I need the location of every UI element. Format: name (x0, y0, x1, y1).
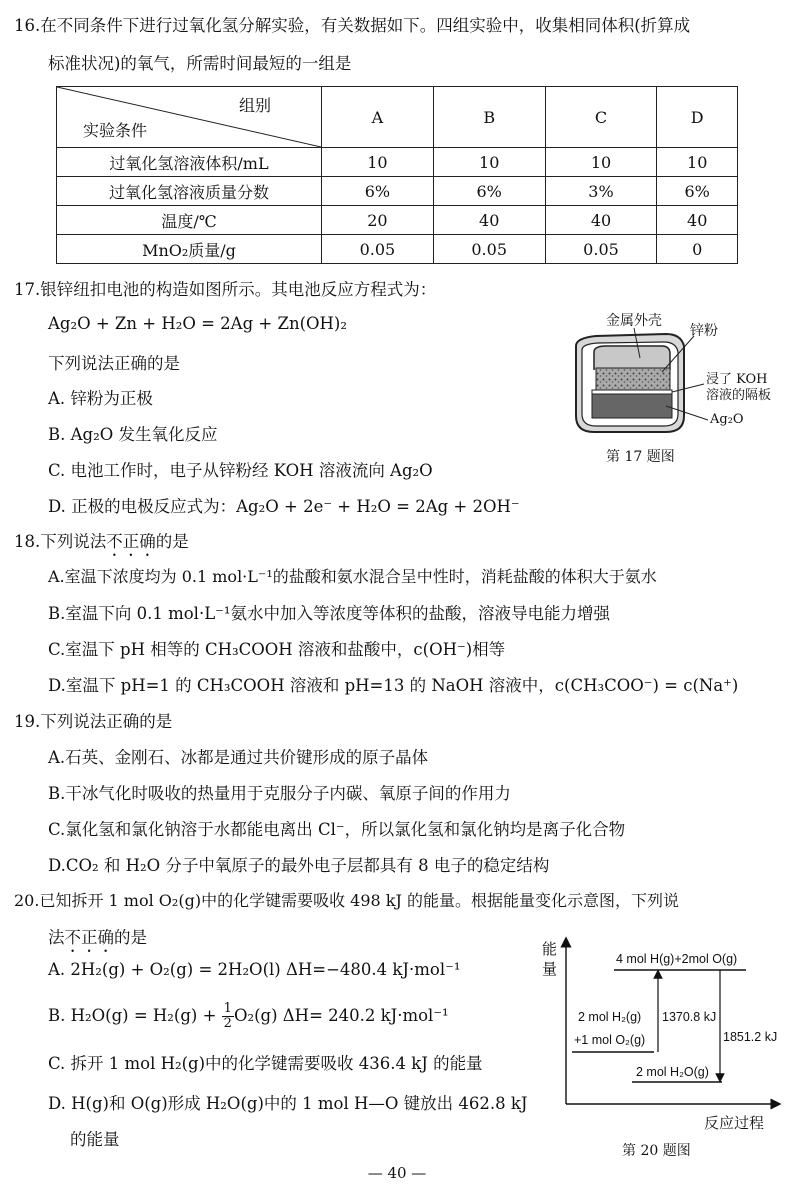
q16-stem-line2: 标准状况)的氧气，所需时间最短的一组是 (48, 54, 352, 73)
row-label: 温度/℃ (57, 206, 322, 235)
q16-stem-line1: 16.在不同条件下进行过氧化氢分解实验，有关数据如下。四组实验中，收集相同体积(折算成 (14, 16, 691, 35)
q20-stem-line1: 20.已知拆开 1 mol O₂(g)中的化学键需要吸收 498 kJ 的能量。根据能量变化示意图，下列说 (14, 891, 679, 910)
one-half-fraction (222, 1002, 234, 1031)
table-cell: 40 (657, 206, 738, 235)
q17-option-c: C. 电池工作时，电子从锌粉经 KOH 溶液流向 Ag₂O (48, 461, 433, 480)
y-axis-label-1: 能 (542, 940, 558, 958)
table-cell: 40 (545, 206, 657, 235)
label-metal-shell: 金属外壳 (606, 313, 662, 329)
q20-option-c: C. 拆开 1 mol H₂(g)中的化学键需要吸收 436.4 kJ 的能量 (48, 1054, 483, 1073)
q17-option-b: B. Ag₂O 发生氧化反应 (48, 425, 218, 444)
level-mid-label-2: +1 mol O₂(g) (574, 1033, 646, 1047)
table-cell: 0 (657, 235, 738, 264)
group-header: A (322, 87, 434, 148)
table-cell: 3% (545, 177, 657, 206)
q19-option-d: D.CO₂ 和 H₂O 分子中氧原子的最外电子层都具有 8 电子的稳定结构 (48, 856, 550, 875)
q20-figure-caption: 第 20 题图 (622, 1143, 691, 1159)
level-mid-label-1: 2 mol H₂(g) (578, 1010, 642, 1024)
row-label: 过氧化氢溶液体积/mL (57, 148, 322, 177)
table-row (57, 235, 738, 264)
table-cell: 10 (545, 148, 657, 177)
q20-option-b (48, 1002, 449, 1031)
q18-option-a: A.室温下浓度均为 0.1 mol·L⁻¹的盐酸和氨水混合呈中性时，消耗盐酸的体积大于氨水 (48, 567, 657, 586)
table-cell: 40 (433, 206, 545, 235)
q17-stem: 17.银锌纽扣电池的构造如图所示。其电池反应方程式为： (14, 280, 437, 299)
table-row (57, 148, 738, 177)
q18-option-d: D.室温下 pH=1 的 CH₃COOH 溶液和 pH=13 的 NaOH 溶液中，c(CH₃COO⁻) = c(Na⁺) (48, 676, 739, 695)
q16-data-table (56, 86, 738, 264)
level-top-label: 4 mol H(g)+2mol O(g) (616, 952, 738, 966)
table-row (57, 177, 738, 206)
q17-equation: Ag₂O + Zn + H₂O = 2Ag + Zn(OH)₂ (48, 314, 347, 333)
q19-option-c: C.氯化氢和氯化钠溶于水都能电离出 Cl⁻，所以氯化氢和氯化钠均是离子化合物 (48, 820, 626, 839)
q18-stem-pre: 18.下列说法 (14, 532, 107, 551)
table-cell: 6% (657, 177, 738, 206)
q17-prompt: 下列说法正确的是 (48, 354, 180, 373)
x-axis-label: 反应过程 (704, 1114, 765, 1132)
q18-stem-emphasis: 不正确 (106, 532, 156, 551)
q19-option-a: A.石英、金刚石、冰都是通过共价键形成的原子晶体 (48, 748, 429, 767)
row-label: MnO₂质量/g (57, 235, 322, 264)
arrow-2-label: 1851.2 kJ (723, 1030, 778, 1044)
q18-stem-post: 的是 (155, 532, 189, 551)
table-cell: 10 (322, 148, 434, 177)
q20-option-d-line1: D. H(g)和 O(g)形成 H₂O(g)中的 1 mol H—O 键放出 462.8 kJ (48, 1094, 528, 1113)
q19-stem: 19.下列说法正确的是 (14, 712, 173, 731)
table-cell: 10 (657, 148, 738, 177)
table-cell: 6% (322, 177, 434, 206)
q20-option-b-post: O₂(g) ΔH= 240.2 kJ·mol⁻¹ (233, 1006, 449, 1025)
group-header: B (433, 87, 545, 148)
table-cell: 20 (322, 206, 434, 235)
page-number: — 40 — (367, 1164, 427, 1182)
table-cell: 10 (433, 148, 545, 177)
q20-option-a: A. 2H₂(g) + O₂(g) = 2H₂O(l) ΔH=−480.4 kJ·mol⁻¹ (48, 960, 461, 979)
q20-stem-emphasis: 不正确 (64, 928, 114, 947)
table-cell: 0.05 (433, 235, 545, 264)
table-row (57, 206, 738, 235)
fraction-numerator: 1 (223, 1001, 232, 1016)
fraction-denominator: 2 (223, 1016, 232, 1031)
table-cell: 6% (433, 177, 545, 206)
q20-stem-pre: 法 (48, 928, 65, 947)
q20-option-b-pre: B. H₂O(g) = H₂(g) + (48, 1006, 222, 1025)
y-axis-label-2: 量 (542, 960, 558, 978)
q20-stem-post: 的是 (114, 928, 147, 947)
q17-option-d: D. 正极的电极反应式为：Ag₂O + 2e⁻ + H₂O = 2Ag + 2OH⁻ (48, 497, 520, 516)
label-separator-line2: 溶液的隔板 (706, 388, 772, 403)
q18-stem (14, 528, 189, 560)
group-header: C (545, 87, 657, 148)
label-ag2o: Ag₂O (710, 412, 744, 427)
q19-option-b: B.干冰气化时吸收的热量用于克服分子内碳、氧原子间的作用力 (48, 784, 511, 803)
q20-energy-diagram (536, 934, 786, 1164)
table-cell: 0.05 (545, 235, 657, 264)
q18-option-b: B.室温下向 0.1 mol·L⁻¹氨水中加入等浓度等体积的盐酸，溶液导电能力增强 (48, 604, 610, 623)
header-condition-label: 实验条件 (83, 121, 148, 140)
table-cell: 0.05 (322, 235, 434, 264)
arrow-1-label: 1370.8 kJ (662, 1010, 717, 1024)
table-header-row (57, 87, 738, 148)
group-header: D (657, 87, 738, 148)
q17-battery-figure (566, 306, 786, 476)
label-separator-line1: 浸了 KOH (706, 372, 768, 387)
level-bottom-label: 2 mol H₂O(g) (636, 1065, 709, 1079)
q17-option-a: A. 锌粉为正极 (48, 389, 153, 408)
header-group-label: 组别 (238, 96, 271, 115)
q17-figure-caption: 第 17 题图 (606, 449, 675, 465)
q20-option-d-line2: 的能量 (70, 1130, 120, 1149)
table-header-diagonal-cell (57, 87, 322, 148)
row-label: 过氧化氢溶液质量分数 (57, 177, 322, 206)
label-zinc-powder: 锌粉 (690, 323, 718, 339)
q20-stem-line2 (48, 924, 147, 956)
q18-option-c: C.室温下 pH 相等的 CH₃COOH 溶液和盐酸中，c(OH⁻)相等 (48, 640, 506, 659)
